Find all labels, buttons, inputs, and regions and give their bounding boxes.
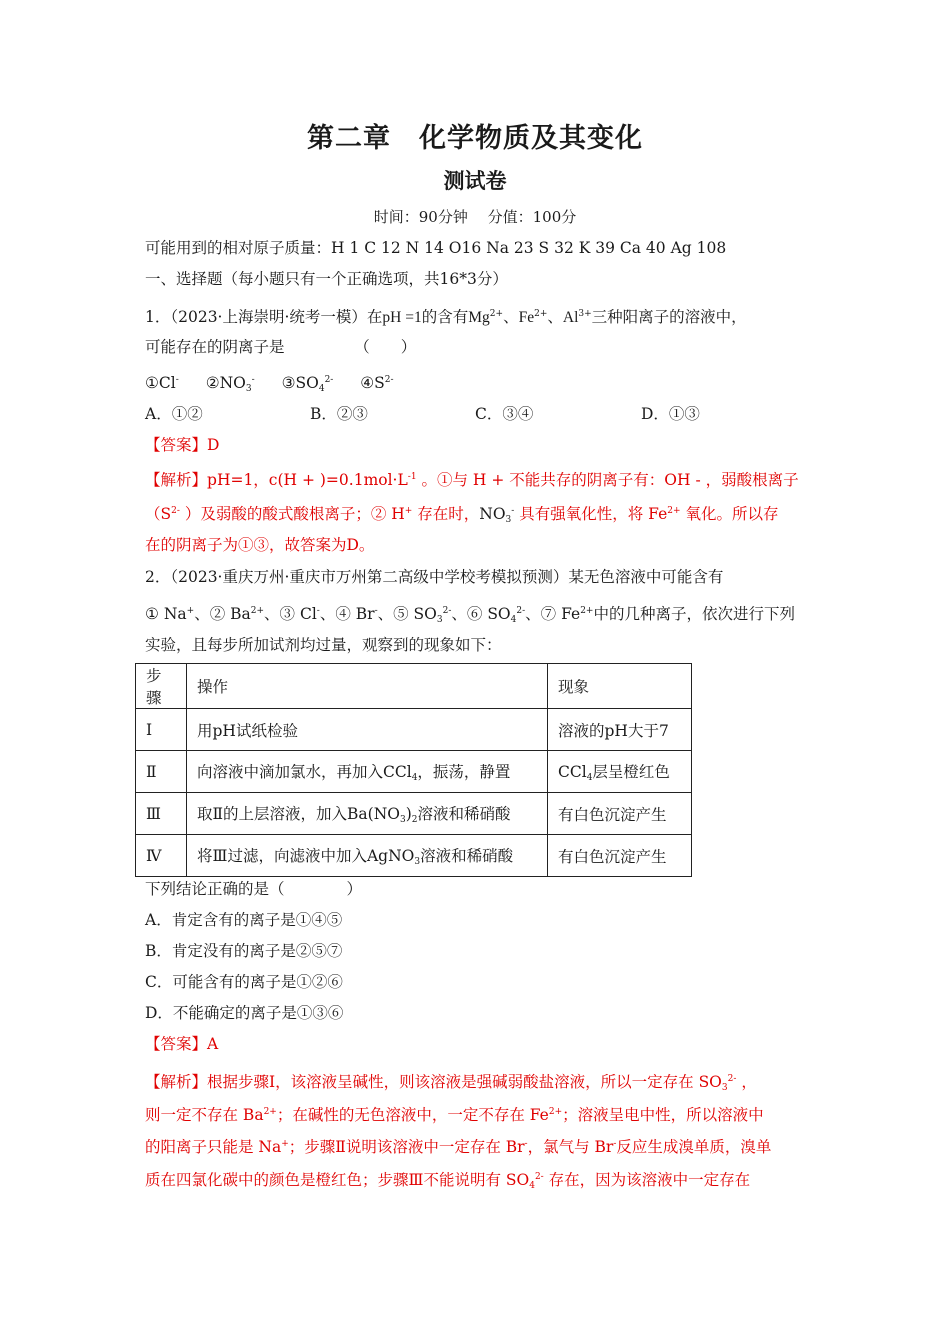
chapter-title: 第二章 化学物质及其变化: [307, 123, 643, 154]
table-row: [136, 751, 692, 793]
observation-cell: 溶液的pH大于7: [548, 709, 692, 751]
test-subtitle: 测试卷: [443, 169, 507, 193]
operation-cell: 向溶液中滴加氯水，再加入CCl$_4$，振荡，静置: [187, 751, 548, 793]
q1-analysis-line1: 【解析】pH=1，$c(H + )=0.1mol\cdot L^{-1}$ 。①与 H + 不能共存的阴离子有：OH - ，弱酸根离子: [145, 471, 799, 489]
q1-option-c: C．③④: [475, 405, 534, 423]
section-heading: 一、选择题（每小题只有一个正确选项，共16*3分）: [145, 270, 508, 288]
observation-cell: 有白色沉淀产生: [548, 835, 692, 877]
q2-stem-line3: 实验，且每步所加试剂均过量，观察到的现象如下：: [145, 636, 502, 654]
operation-cell: 将Ⅲ过滤，向滤液中加入AgNO$_3$溶液和稀硝酸: [187, 835, 548, 877]
q1-answer: 【答案】D: [145, 436, 220, 454]
observation-cell: 有白色沉淀产生: [548, 793, 692, 835]
table-header-cell: 现象: [548, 664, 692, 709]
q2-option-d: D．不能确定的离子是①③⑥: [145, 1004, 344, 1022]
table-row: [136, 709, 692, 751]
step-cell: Ⅲ: [136, 793, 187, 835]
exam-meta: 时间：90分钟 分值：100分: [373, 208, 577, 226]
operation-cell: 用pH试纸检验: [187, 709, 548, 751]
q2-analysis-line3: 的阳离子只能是 Na+；步骤Ⅱ说明该溶液中一定存在 Br-，氯气与 Br-反应生成溴单质，溴单: [145, 1138, 772, 1156]
experiment-table: [135, 663, 692, 877]
q1-stem-line1: 1．（2023·上海崇明·统考一模）在pH =1的含有$Mg^{2+}$、$Fe^{2+}$、$Al^{3+}$三种阳离子的溶液中，: [145, 308, 747, 326]
q2-analysis-line2: 则一定不存在 $Ba^{2+}$；在碱性的无色溶液中，一定不存在 $Fe^{2+}$；溶液呈电中性，所以溶液中: [145, 1106, 764, 1124]
q2-option-a: A．肯定含有的离子是①④⑤: [145, 911, 343, 929]
q2-option-c: C．可能含有的离子是①②⑥: [145, 973, 343, 991]
q2-analysis-line1: 【解析】根据步骤Ⅰ，该溶液呈碱性，则该溶液是强碱弱酸盐溶液，所以一定存在 $SO_3^{2-}$ ，: [145, 1073, 757, 1093]
observation-cell: CCl$_4$层呈橙红色: [548, 751, 692, 793]
q2-analysis-line4: 质在四氯化碳中的颜色是橙红色；步骤Ⅲ不能说明有 $SO_4^{2-}$ 存在，因为该溶液中一定存在: [145, 1171, 751, 1191]
q1-option-d: D．①③: [641, 405, 700, 423]
q1-analysis-line2: （$S^{2-}$ ）及弱酸的酸式酸根离子；② H+ 存在时，$NO_3^-$ 具有强氧化性，将 $Fe^{2+}$ 氧化。所以存: [145, 505, 779, 525]
q2-stem-line1: 2．（2023·重庆万州·重庆市万州第二高级中学校考模拟预测）某无色溶液中可能含有: [145, 568, 724, 586]
table-row: [136, 793, 692, 835]
q2-answer: 【答案】A: [145, 1035, 219, 1053]
q1-analysis-line3: 在的阴离子为①③，故答案为D。: [145, 536, 375, 554]
q1-ion-list: ①Cl- $②NO_3^-$ $③SO_4^{2-}$ $④S^{2-}$: [145, 374, 394, 394]
q2-option-b: B．肯定没有的离子是②⑤⑦: [145, 942, 343, 960]
table-header-cell: 操作: [187, 664, 548, 709]
table-header-row: [136, 664, 692, 709]
q1-option-a: A．①②: [145, 405, 203, 423]
step-cell: Ⅳ: [136, 835, 187, 877]
q1-stem-line2: 可能存在的阴离子是 （ ）: [145, 338, 417, 356]
table-header-cell: 步骤: [136, 664, 187, 709]
step-cell: Ⅰ: [136, 709, 187, 751]
q1-option-b: B．②③: [310, 405, 368, 423]
table-row: [136, 835, 692, 877]
q2-prompt: 下列结论正确的是（ ）: [145, 880, 363, 898]
q2-stem-line2: ① Na+、② $Ba^{2+}$、③ Cl-、④ Br-、⑤ $SO_3^{2-}$、⑥ $SO_4^{2-}$、⑦ $Fe^{2+}$中的几种离子，依次进行下列: [145, 605, 795, 625]
step-cell: Ⅱ: [136, 751, 187, 793]
atomic-masses: 可能用到的相对原子质量：H 1 C 12 N 14 O16 Na 23 S 32 K 39 Ca 40 Ag 108: [145, 239, 727, 257]
operation-cell: 取Ⅱ的上层溶液，加入$Ba(NO_3)_2$溶液和稀硝酸: [187, 793, 548, 835]
